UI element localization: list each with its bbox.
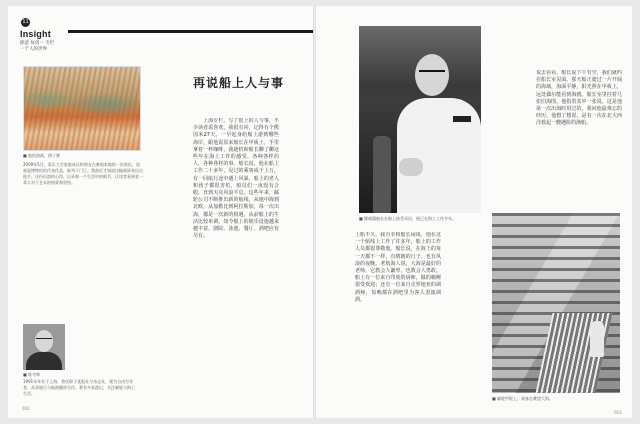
captain-photo-caption: ■ 挪威籍船长在船上接受采访，他已在海上工作多年。 <box>359 216 457 221</box>
article-column-1: 上海专栏，写了很上的人与事，不少读者说喜欢，我很有同，记得有个熊国米27天，一早起身给船上游到哪些海岸，跟他说原来船长在甲板上，手里拿着一杯咖啡，我趁机和船长聊了聊这些年在海上工作的感受。各种各样的人，各种各样的事。船长说，他在船上工作二十多年，见过的乘客成千上万，有一回航行途中遇上风暴，船上的老人和孩子都很害怕，船员们一夜没有合眼，直到天亮风浪平息。这些年来，邮轮公司不断推出新的航线，从地中海到北欧，从加勒比到阿拉斯加，每一次出海，都是一次新的相遇。从前船上的生活比较单调，如今船上的娱乐设施越来越丰富，剧院、泳池、餐厅、酒吧应有尽有。 <box>193 118 279 240</box>
article-column-2: 上船不久，我有幸和船长闲谈，他在这一个航线上工作了许多年，船上的工作人员都很尊敬他。船长说，在海上的每一天都不一样，有晴朗的日子，也有风浪的夜晚。老航海人说，大海是最好的老师，它教会人谦卑，也教会人勇敢。船上有一位来自印度的厨师，做的咖喱很受欢迎；还有一位来自克罗地亚的调酒师，每晚都在酒吧里为客人表演调酒。 <box>355 232 441 303</box>
right-page <box>316 6 632 418</box>
author-bio: 1991年毕业于上海，曾任职于某报社与杂志社，现为自由写作者，从事旅行与航海题材写作，著有多本游记，关注邮轮与海上生活。 <box>23 379 135 396</box>
page-number-left: 002 <box>22 406 30 411</box>
column-name: 一个人的世界 <box>20 47 47 52</box>
painting-caption: ■ 他的油画，徐子骅 <box>23 153 61 158</box>
painting-paragraph: 2009年5月，爱乐大学家庭成员和朋友在参观本地的一次展出，油画是博物馆的代表作品，陈列于门厅。我最近才知道这幅画原来出自他手。这份出游的心得，记录着一个生活中的细节，让读者看到老一辈人对于艺术的热爱和坚持。 <box>23 162 143 185</box>
deck-photo <box>492 213 620 393</box>
deck-photo-caption: ■ 邮轮甲板上，乘客在眺望大海。 <box>492 396 554 401</box>
section-title: Insight <box>20 29 51 39</box>
portrait-caption: ■ 陈守林 <box>23 372 41 377</box>
section-subtitle: 除恶 每周一 专栏 <box>20 41 55 46</box>
header-rule <box>68 30 314 33</box>
issue-badge: 11 <box>22 19 29 25</box>
article-title: 再说船上人与事 <box>193 76 285 90</box>
article-column-3: 说去看看，船长说下午有空，我们就约在船长室见面。那天船正驶过一片开阔的海域，海面平静，阳光照在甲板上，远处偶尔能看到海鸥。船长室里挂着几张旧海图，他指着其中一张说，这是他第一次出海时用过的。我问他最难忘的经历，他想了想说，是有一次在北大西洋救起一艘遇险的渔船。 <box>536 70 622 127</box>
captain-photo <box>359 26 481 213</box>
painting-image <box>23 66 141 151</box>
author-portrait <box>23 324 65 370</box>
left-page <box>8 6 314 418</box>
page-number-right: 003 <box>614 410 622 415</box>
